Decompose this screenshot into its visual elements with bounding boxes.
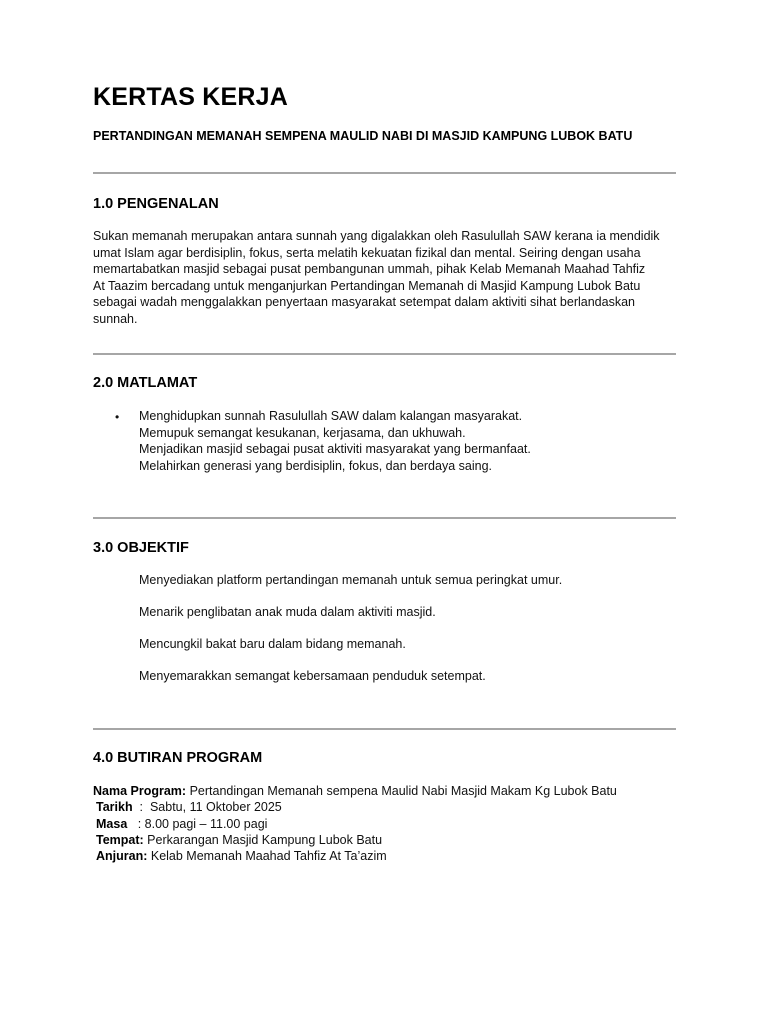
detail-label: Anjuran: (96, 849, 148, 863)
list-item: Melahirkan generasi yang berdisiplin, fokus, dan berdaya saing. (139, 458, 492, 473)
section-divider (93, 728, 676, 730)
paragraph-line: memartabatkan masjid sebagai pusat pembangunan ummah, pihak Kelab Memanah Maahad Tahfiz (93, 262, 646, 277)
paragraph-line: umat Islam agar berdisiplin, fokus, serta melatih kekuatan fizikal dan mental. Seiring dengan usaha (93, 245, 641, 260)
section-divider (93, 517, 676, 519)
objective-item: Mencungkil bakat baru dalam bidang memanah. (139, 637, 406, 651)
objective-item: Menyemarakkan semangat kebersamaan penduduk setempat. (139, 669, 486, 683)
bullet-icon: • (115, 410, 120, 424)
objective-item: Menarik penglibatan anak muda dalam aktiviti masjid. (139, 605, 436, 619)
list-item: Memupuk semangat kesukanan, kerjasama, dan ukhuwah. (139, 425, 466, 440)
pengenalan-paragraph (93, 228, 683, 328)
detail-value: Pertandingan Memanah sempena Maulid Nabi Masjid Makam Kg Lubok Batu (186, 784, 617, 798)
detail-value: Perkarangan Masjid Kampung Lubok Batu (143, 833, 383, 847)
list-item: Menjadikan masjid sebagai pusat aktiviti masyarakat yang bermanfaat. (139, 442, 531, 457)
detail-row-tarikh (96, 800, 282, 814)
section-divider (93, 172, 676, 174)
document-subtitle: PERTANDINGAN MEMANAH SEMPENA MAULID NABI DI MASJID KAMPUNG LUBOK BATU (93, 129, 633, 143)
detail-label: Nama Program: (93, 784, 187, 798)
section-heading-pengenalan: 1.0 PENGENALAN (93, 196, 219, 212)
section-heading-butiran: 4.0 BUTIRAN PROGRAM (93, 750, 263, 766)
section-divider (93, 353, 676, 355)
paragraph-line: sunnah. (93, 311, 138, 326)
detail-row-anjuran (96, 849, 387, 863)
document-title: KERTAS KERJA (93, 83, 289, 111)
detail-value: Kelab Memanah Maahad Tahfiz At Ta’azim (147, 849, 387, 863)
paragraph-line: sebagai wadah menggalakkan penyertaan masyarakat setempat dalam aktiviti sihat berlandaskan (93, 295, 635, 310)
detail-row-tempat (96, 833, 382, 847)
detail-label: Tarikh (96, 800, 133, 814)
section-heading-objektif: 3.0 OBJEKTIF (93, 540, 189, 556)
detail-label: Tempat: (96, 833, 144, 847)
detail-row-nama-program (93, 784, 617, 798)
detail-value: : 8.00 pagi – 11.00 pagi (127, 817, 268, 831)
objective-item: Menyediakan platform pertandingan memanah untuk semua peringkat umur. (139, 573, 563, 587)
section-heading-matlamat: 2.0 MATLAMAT (93, 375, 198, 391)
paragraph-line: At Taazim bercadang untuk menganjurkan Pertandingan Memanah di Masjid Kampung Lubok Batu (93, 278, 641, 293)
matlamat-list (139, 408, 531, 474)
list-item: Menghidupkan sunnah Rasulullah SAW dalam kalangan masyarakat. (139, 409, 523, 423)
detail-value: : Sabtu, 11 Oktober 2025 (132, 800, 282, 814)
paragraph-line: Sukan memanah merupakan antara sunnah yang digalakkan oleh Rasulullah SAW kerana ia mendidik (93, 229, 660, 243)
detail-label: Masa (96, 817, 128, 831)
detail-row-masa (96, 817, 267, 831)
